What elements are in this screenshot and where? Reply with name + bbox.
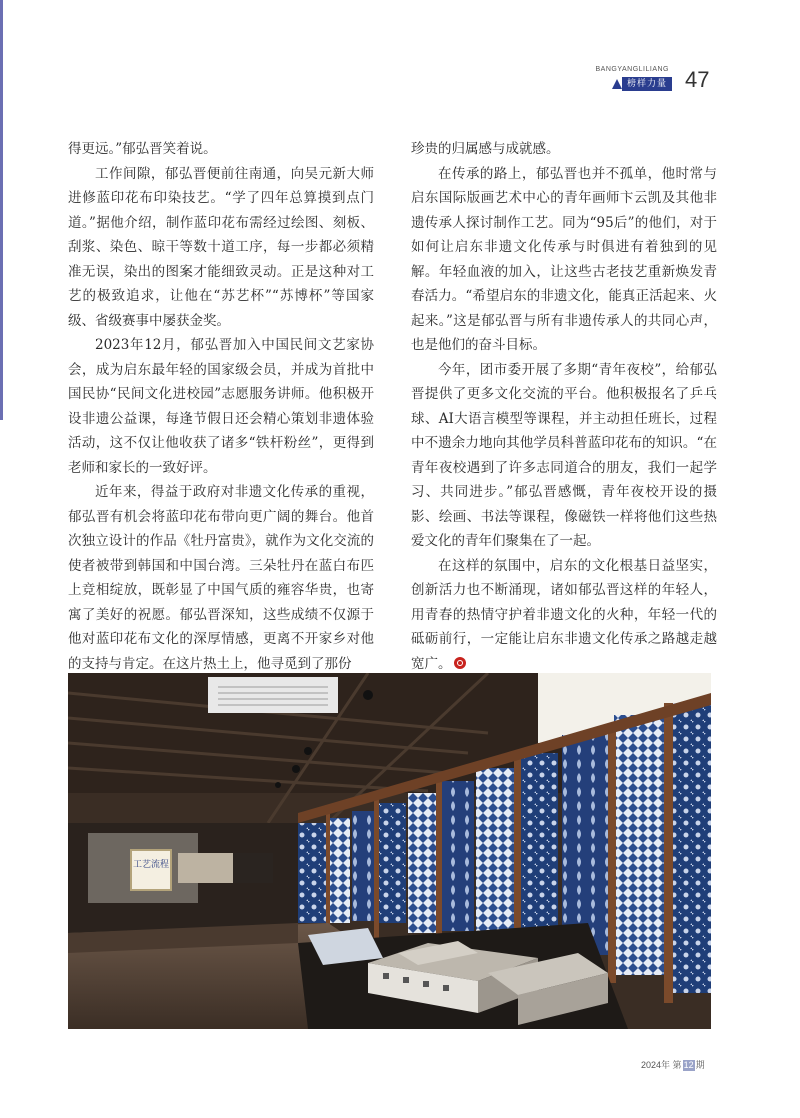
footer-issue-prefix: 第 xyxy=(672,1060,682,1070)
section-triangle-icon xyxy=(612,79,622,89)
footer-issue-suffix: 期 xyxy=(695,1060,705,1070)
paragraph: 2023年12月，郁弘晋加入中国民间文艺家协会，成为启东最年轻的国家级会员，并成为首批中国民协“民间文化进校园”志愿服务讲师。他积极开设非遗公益课，每逢节假日还会精心策划非遗体验活动，这不仅让他收获了诸多“铁杆粉丝”，更得到老师和家长的一致好评。 xyxy=(68,337,374,476)
paragraph: 珍贵的归属感与成就感。 xyxy=(411,141,560,157)
section-title: 榜样力量 xyxy=(622,77,672,91)
paragraph-text: 在这样的氛围中，启东的文化根基日益坚实，创新活力也不断涌现，诸如郁弘晋这样的年轻人，用青春的热情守护着非遗文化的火种，年轻一代的砥砺前行，一定能让启东非遗文化传承之路越走越宽广。 xyxy=(411,557,717,672)
section-english-label: BANGYANGLILIANG xyxy=(595,66,669,73)
article-left-column xyxy=(68,137,374,676)
paragraph: 工作间隙，郁弘晋便前往南通，向吴元新大师进修蓝印花布印染技艺。“学了四年总算摸到点门道。”据他介绍，制作蓝印花布需经过绘图、刻板、刮浆、染色、晾干等数十道工序，每一步都必须精准无误，染出的图案才能细致灵动。正是这种对工艺的极致追求，让他在“苏艺杯”“苏博杯”等国家级、省级赛事中屡获金奖。 xyxy=(68,165,374,329)
exhibit-sign-line1: 工艺流程 xyxy=(132,860,170,870)
exhibition-hall-photo xyxy=(68,673,711,1029)
paragraph: 近年来，得益于政府对非遗文化传承的重视，郁弘晋有机会将蓝印花布带向更广阔的舞台。他首次独立设计的作品《牡丹富贵》，就作为文化交流的使者被带到韩国和中国台湾。三朵牡丹在蓝白布匹上竞相绽放，既彰显了中国气质的雍容华贵，也寄寓了美好的祝愿。郁弘晋深知，这些成绩不仅源于他对蓝印花布文化的深厚情感，更离不开家乡对他的支持与肯定。在这片热土上，他寻觅到了那份 xyxy=(68,484,374,672)
footer-year: 2024年 xyxy=(641,1060,671,1070)
page-number: 47 xyxy=(685,67,710,92)
paragraph: 得更远。”郁弘晋笑着说。 xyxy=(68,141,217,157)
article-right-column xyxy=(411,137,717,676)
footer-issue-number: 12 xyxy=(683,1060,694,1070)
paragraph: 今年，团市委开展了多期“青年夜校”，给郁弘晋提供了更多文化交流的平台。他积极报名了乒乓球、AI大语言模型等课程，并主动担任班长，过程中不遗余力地向其他学员科普蓝印花布的知识。“在青年夜校遇到了许多志同道合的朋友，我们一起学习、共同进步。”郁弘晋感慨，青年夜校开设的摄影、绘画、书法等课程，像磁铁一样将他们这些热爱文化的青年们聚集在了一起。 xyxy=(411,361,717,549)
left-margin-rule xyxy=(0,0,3,420)
article-end-icon xyxy=(454,657,466,669)
paragraph-last xyxy=(411,554,717,677)
paragraph: 在传承的路上，郁弘晋也并不孤单，他时常与启东国际版画艺术中心的青年画师卞云凯及其他非遗传承人探讨制作工艺。同为“95后”的他们，对于如何让启东非遗文化传承与时俱进有着独到的见解。年轻血液的加入，让这些古老技艺重新焕发青春活力。“希望启东的非遗文化，能真正活起来、火起来。”这是郁弘晋与所有非遗传承人的共同心声，也是他们的奋斗目标。 xyxy=(411,165,717,353)
page-footer xyxy=(641,1058,705,1071)
